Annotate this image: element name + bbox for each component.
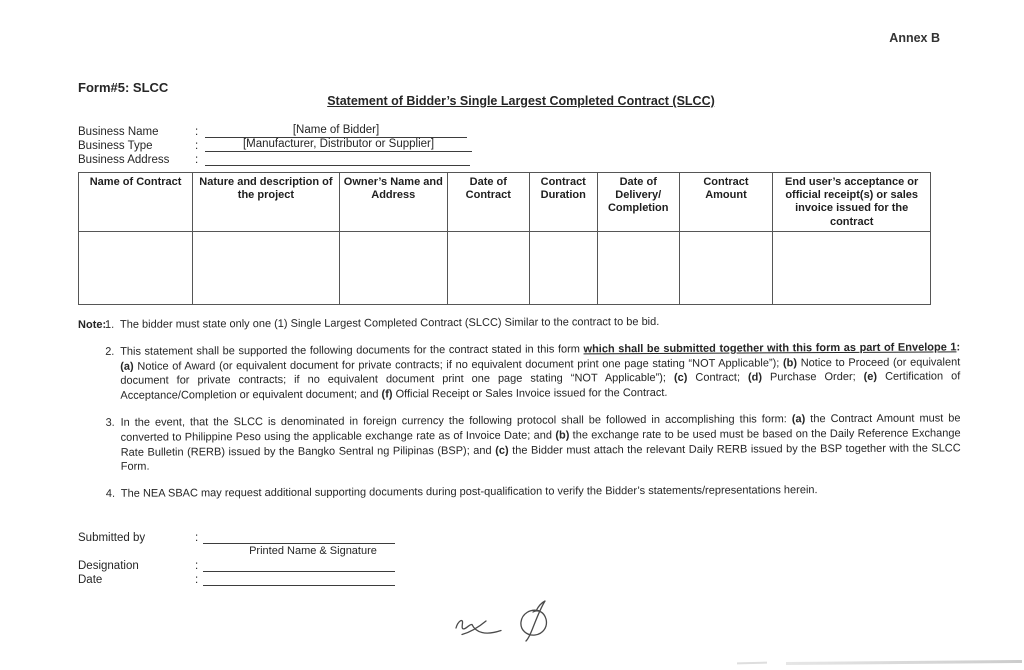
table-cell (193, 232, 340, 305)
note-text-segment: Purchase Order; (762, 371, 864, 384)
note-text-segment: Notice of Award (or equivalent document for private contracts; if no equivalent document print one page stating “NOT Applicable”); (133, 356, 784, 373)
submitted-by-label: Submitted by (78, 532, 146, 544)
column-header: Contract Amount (679, 173, 773, 232)
column-header: End user’s acceptance or official receipt(s) or sales invoice issued for the contract (773, 173, 931, 232)
colon-separator: : (195, 532, 199, 544)
designation-label: Designation (78, 560, 139, 572)
monogram-signature-mark (521, 601, 547, 641)
note-text-segment: The bidder must state only one (1) Single Largest Completed Contract (SLCC) Similar to the contract to be bid. (120, 315, 660, 331)
business-address-row (78, 152, 472, 166)
table-cell (339, 232, 447, 305)
page-title: Statement of Bidder’s Single Largest Completed Contract (SLCC) (327, 94, 715, 108)
table-cell (79, 232, 193, 305)
business-name-value: [Name of Bidder] (292, 124, 380, 136)
note-text-segment: (d) (747, 371, 763, 384)
note-text-segment: (c) (673, 372, 688, 385)
note-number: 4. (105, 487, 116, 501)
business-name-label: Business Name (78, 126, 159, 138)
handwritten-initials (448, 596, 578, 646)
note-text-segment: (a) (791, 413, 806, 426)
designation-row (78, 559, 413, 573)
table-empty-row (79, 232, 931, 305)
business-type-label: Business Type (78, 139, 153, 152)
note-text-segment: Official Receipt or Sales Invoice issued for the Contract. (392, 387, 668, 401)
scan-artifact-line (786, 660, 1022, 665)
table-header-row (79, 173, 931, 232)
scan-artifact-line (737, 662, 767, 665)
note-text-segment: (b) (782, 356, 798, 369)
date-row (78, 573, 413, 587)
table-cell (597, 232, 679, 305)
business-address-field (205, 152, 470, 166)
colon-separator: : (195, 560, 199, 572)
note-text-segment: Notice to Proceed (or equivalent document for private contracts; if no equivalent document print one page stating “NOT Applicable”); (120, 355, 961, 388)
column-header: Owner’s Name and Address (339, 173, 447, 232)
note-item-1 (105, 313, 960, 332)
submitted-by-field (203, 531, 395, 544)
note-text-segment: (b) (555, 429, 570, 442)
note-item-4 (106, 483, 961, 502)
business-type-row (78, 138, 472, 152)
note-text (121, 483, 961, 502)
note-text-segment: (c) (495, 444, 509, 457)
date-label: Date (78, 574, 103, 586)
column-header: Name of Contract (79, 173, 193, 232)
note-number: 3. (105, 416, 115, 429)
note-text-segment: the Contract Amount must be converted to Philippine Peso using the applicable exchange rate as of Invoice Date; and (120, 412, 961, 444)
note-text (120, 340, 960, 404)
note-text-segment: (e) (863, 371, 878, 384)
note-item-2 (105, 340, 960, 404)
business-type-field (205, 138, 472, 152)
note-text-segment: the Bidder must attach the relevant Daily RERB issued by the BSP together with the SLCC Form. (120, 441, 961, 474)
note-item-3 (106, 411, 961, 475)
note-text-segment: Contract; (687, 371, 749, 385)
note-text (120, 313, 960, 332)
note-number: 2. (105, 345, 115, 358)
column-header: Nature and description of the project (193, 173, 340, 232)
business-address-label: Business Address (78, 153, 170, 166)
note-text-segment: (a) (120, 360, 134, 373)
colon-separator: : (195, 126, 199, 138)
designation-field (203, 559, 395, 572)
colon-separator: : (195, 574, 199, 586)
annex-label: Annex B (889, 31, 940, 45)
table-cell (447, 232, 529, 305)
table-cell (679, 232, 773, 305)
table-cell (529, 232, 597, 305)
colon-separator: : (195, 139, 199, 152)
business-name-row (78, 124, 472, 138)
note-text-segment: In the event, that the SLCC is denominated in foreign currency the following protocol shall be followed in accomplishing this form: (120, 413, 792, 429)
note-number: 1. (105, 318, 115, 331)
business-type-value: [Manufacturer, Distributor or Supplier] (242, 137, 435, 150)
notes-label: Note: (78, 318, 107, 331)
business-name-field (205, 124, 467, 138)
signature-section (78, 531, 413, 587)
note-text-segment: which shall be submitted together with this form as part of Envelope 1 (583, 341, 957, 356)
note-text-segment: This statement shall be supported the following documents for the contract stated in this form (120, 343, 584, 358)
note-text-segment: The NEA SBAC may request additional supporting documents during post-qualification to verify the Bidder’s statements/representations herein. (120, 484, 818, 500)
slcc-table (78, 172, 931, 305)
note-text (121, 411, 961, 475)
note-text-segment: (f) (381, 388, 393, 401)
column-header: Contract Duration (529, 173, 597, 232)
colon-separator: : (195, 153, 199, 166)
note-text-segment: Certification of Acceptance/Completion or equivalent document; and (120, 370, 961, 402)
note-text-segment: : (956, 341, 961, 354)
column-header: Date of Contract (447, 173, 529, 232)
note-text-segment: the exchange rate to be used must be based on the Daily Reference Exchange Rate Bulletin (RERB) issued by the Bangko Sentral ng Pilipinas (BSP); and (120, 427, 961, 459)
column-header: Date of Delivery/ Completion (597, 173, 679, 232)
submitted-by-row (78, 531, 413, 545)
business-fields-section (78, 124, 472, 165)
cursive-initials-mark (456, 621, 501, 635)
printed-name-caption: Printed Name & Signature (249, 545, 377, 557)
date-field (203, 573, 395, 586)
notes-section (78, 313, 961, 502)
form-number-label: Form#5: SLCC (78, 80, 169, 95)
table-cell (773, 232, 931, 305)
